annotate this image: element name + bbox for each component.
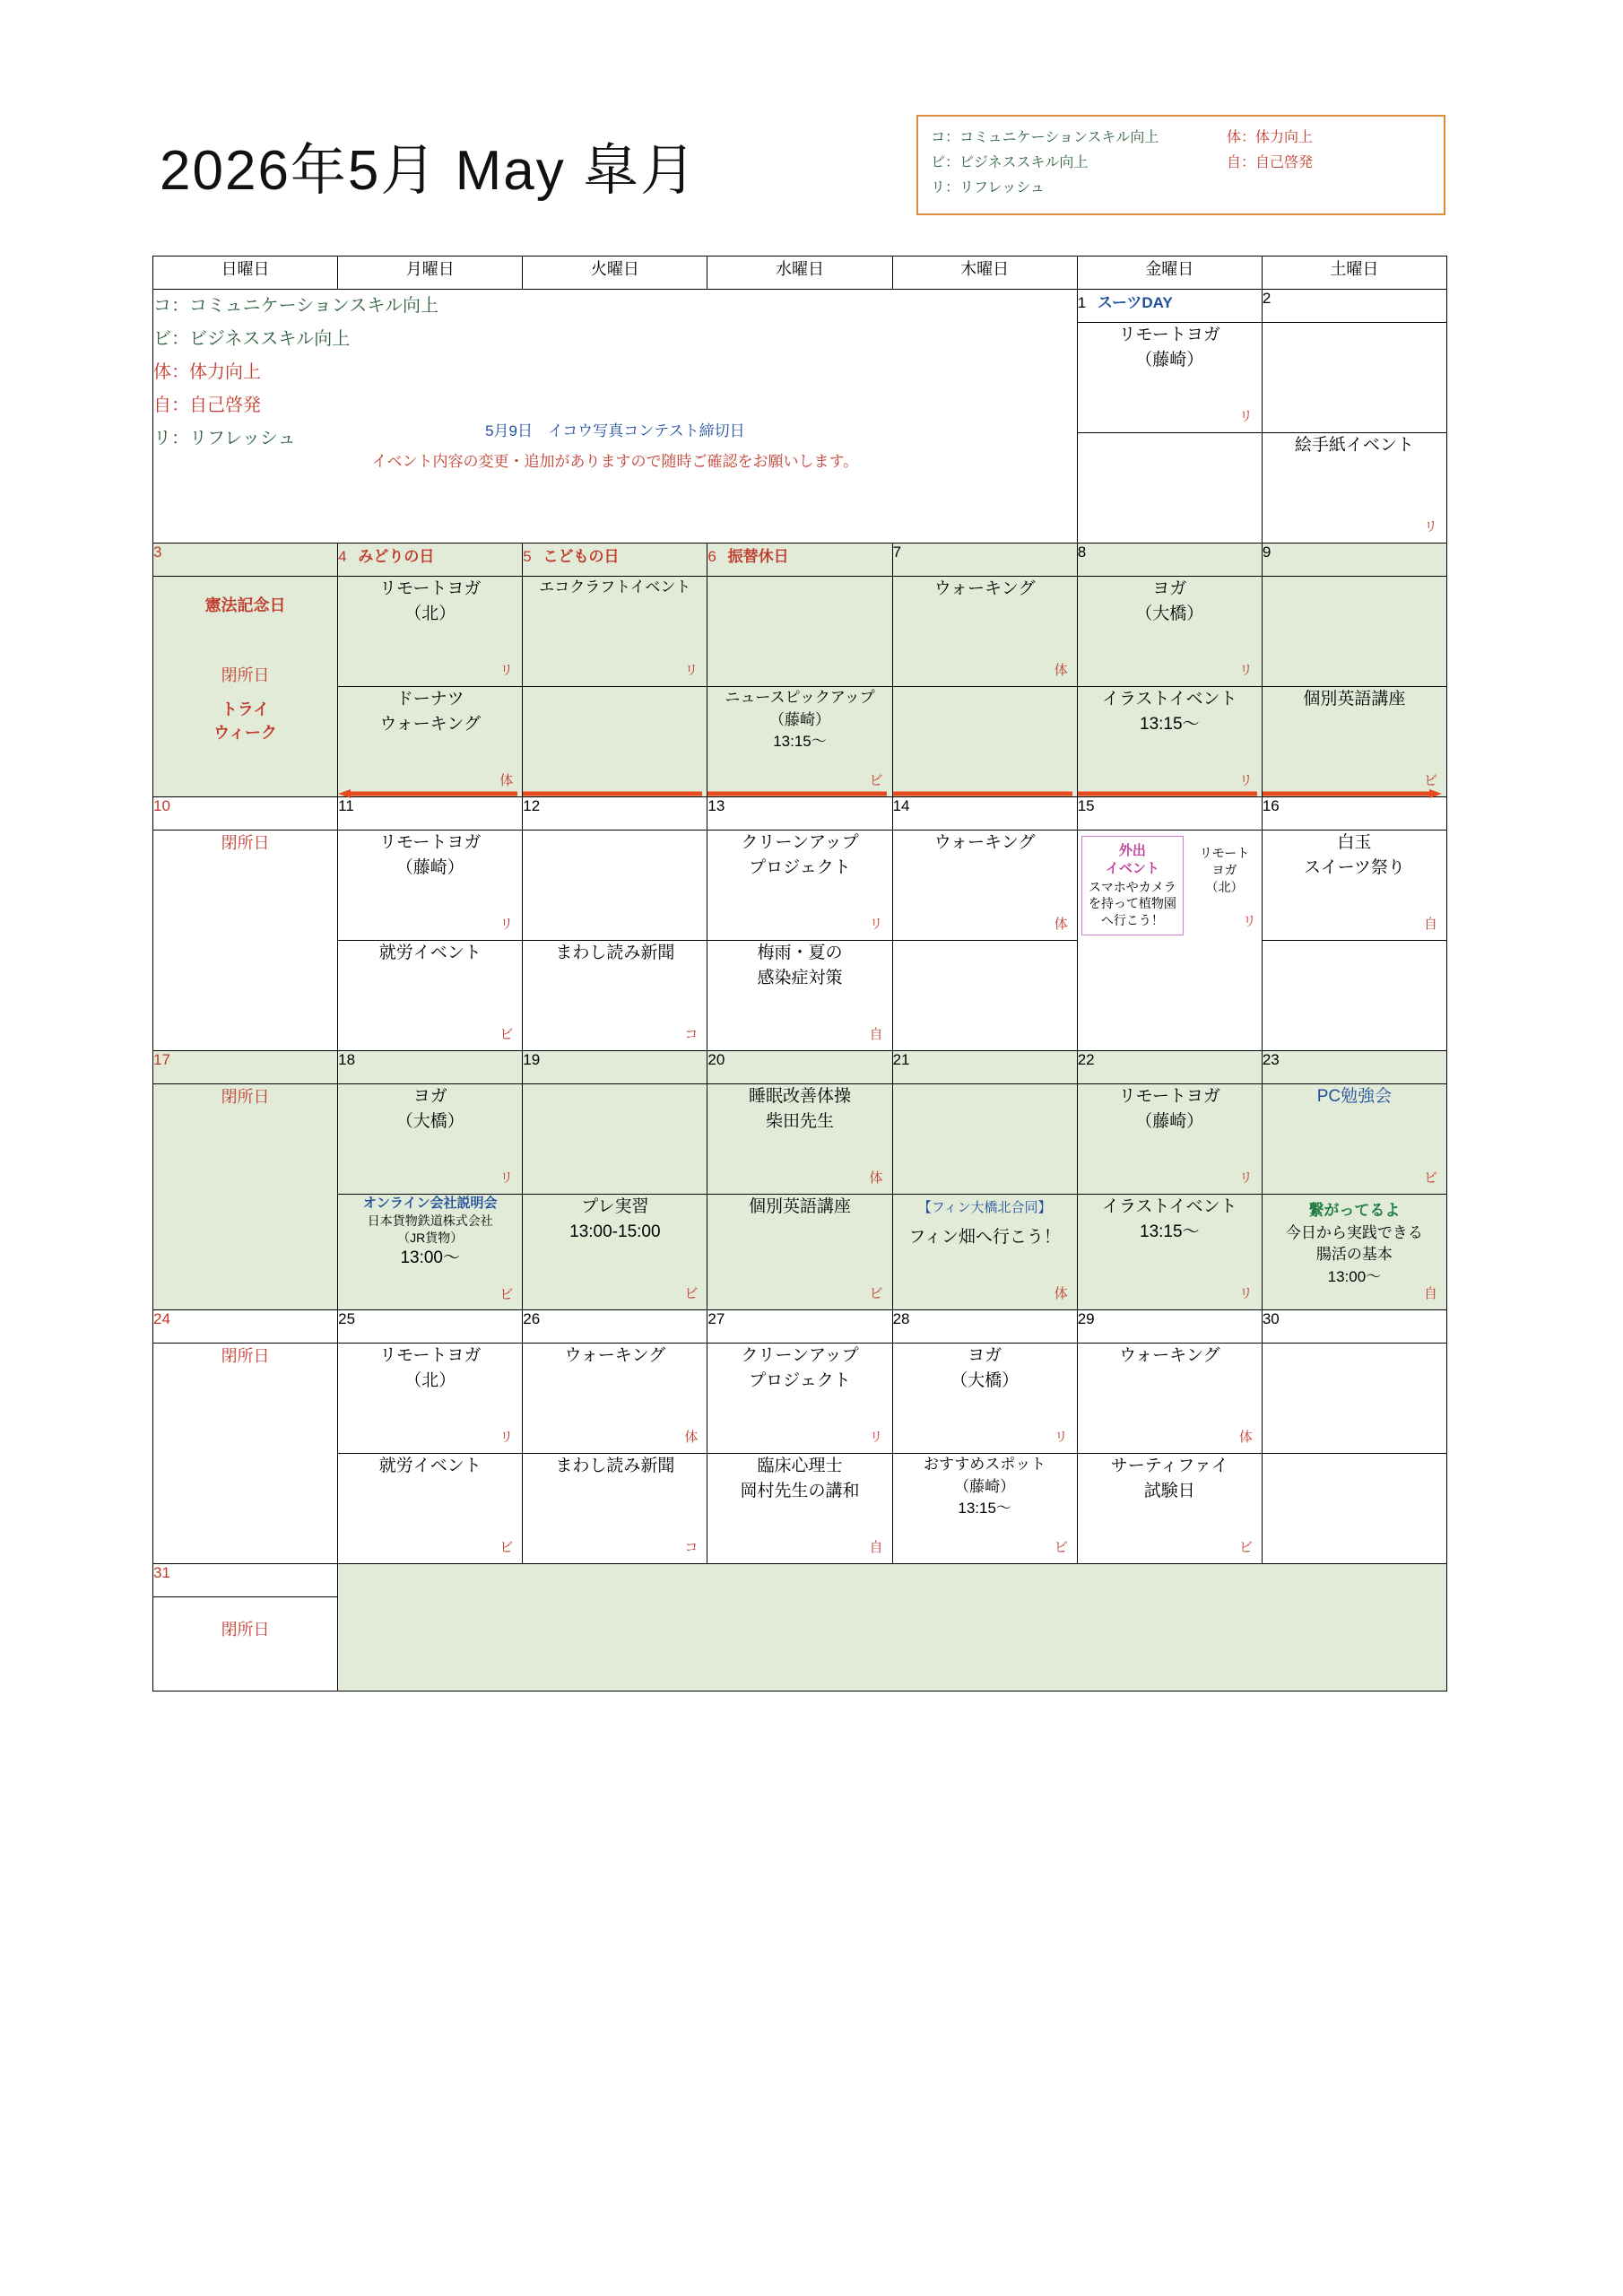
closed-label: 閉所日 bbox=[221, 834, 270, 852]
event-line: 日本貨物鉄道株式会社 bbox=[367, 1213, 493, 1229]
closed-label: 閉所日 bbox=[221, 1088, 270, 1106]
event-cell-empty bbox=[523, 1084, 707, 1195]
triweek-label-1: トライ bbox=[221, 700, 270, 718]
date-cell-29 bbox=[1077, 1310, 1262, 1344]
event-line: イラストイベント bbox=[1102, 690, 1237, 709]
event-cell bbox=[1077, 1195, 1262, 1310]
event-line: （藤崎） bbox=[954, 1477, 1016, 1495]
event-line: 13:00-15:00 bbox=[569, 1222, 661, 1241]
event-cell bbox=[892, 1454, 1077, 1564]
event-cell-empty bbox=[1262, 1344, 1446, 1454]
event-line: リモートヨガ bbox=[1118, 326, 1220, 344]
category-tag: リ bbox=[1238, 663, 1253, 679]
notice-line-4: 自：自己啓発 bbox=[153, 396, 261, 415]
category-tag: ビ bbox=[684, 1286, 699, 1302]
week2-event-row-1 bbox=[153, 577, 1447, 687]
event-cell-empty bbox=[707, 577, 892, 687]
weekday-mon: 月曜日 bbox=[338, 257, 523, 290]
date-number: 12 bbox=[523, 797, 541, 814]
event-line: リモート bbox=[1199, 846, 1250, 860]
category-tag: ビ bbox=[869, 773, 883, 789]
event-line: 13:15〜 bbox=[958, 1500, 1011, 1518]
date-number: 26 bbox=[523, 1310, 541, 1327]
date-cell-1 bbox=[1077, 290, 1262, 323]
event-cell bbox=[338, 1195, 523, 1310]
triweek-arrow-mid bbox=[707, 788, 887, 799]
weekday-thu: 木曜日 bbox=[892, 257, 1077, 290]
event-line: （JR貨物） bbox=[397, 1231, 464, 1246]
date-cell-15 bbox=[1077, 797, 1262, 831]
legend-row bbox=[931, 176, 1431, 201]
event-line: 試験日 bbox=[1143, 1481, 1195, 1500]
event-cell-empty bbox=[523, 687, 707, 797]
legend-tai: 体：体力向上 bbox=[1227, 130, 1314, 145]
calendar-table bbox=[152, 256, 1447, 1692]
triweek-label-2: ウィーク bbox=[213, 724, 278, 743]
triweek-arrow-right bbox=[1263, 788, 1442, 799]
event-line: 白玉 bbox=[1337, 833, 1372, 852]
event-cell bbox=[892, 831, 1077, 941]
weekday-wed: 水曜日 bbox=[707, 257, 892, 290]
event-cell bbox=[707, 1344, 892, 1454]
date-cell-19 bbox=[523, 1051, 707, 1084]
date-number: 13 bbox=[707, 797, 725, 814]
category-tag: リ bbox=[499, 1430, 514, 1446]
event-cell bbox=[1077, 1344, 1262, 1454]
event-line: ヨガ bbox=[1211, 862, 1237, 877]
event-line: リモートヨガ bbox=[379, 579, 482, 598]
week5-date-row bbox=[153, 1310, 1447, 1344]
notice-deadline: 5月9日 イコウ写真コンテスト締切日 bbox=[485, 422, 745, 439]
date-cell-6 bbox=[707, 544, 892, 577]
category-tag: リ bbox=[499, 1170, 514, 1187]
closed-label: 閉所日 bbox=[221, 666, 270, 684]
date-cell-13 bbox=[707, 797, 892, 831]
date-cell-30 bbox=[1262, 1310, 1446, 1344]
event-cell bbox=[892, 1195, 1077, 1310]
date-number: 25 bbox=[338, 1310, 356, 1327]
outing-body: スマホやカメラを持って植物園へ行こう！ bbox=[1088, 879, 1176, 928]
date-number: 31 bbox=[153, 1564, 170, 1581]
event-line: 13:15〜 bbox=[1140, 714, 1200, 734]
event-cell bbox=[1262, 1084, 1446, 1195]
event-line: 個別英語講座 bbox=[1303, 690, 1406, 709]
week2-event-row-2 bbox=[153, 687, 1447, 797]
legend-box bbox=[916, 115, 1445, 215]
event-line: エコクラフトイベント bbox=[539, 578, 691, 596]
event-cell bbox=[338, 1084, 523, 1195]
event-line: 絵手紙イベント bbox=[1294, 436, 1414, 455]
holiday-name: スーツDAY bbox=[1097, 294, 1173, 311]
category-tag: 体 bbox=[869, 1170, 883, 1187]
event-line: ニュースピックアップ bbox=[725, 689, 875, 706]
event-cell bbox=[1077, 1454, 1262, 1564]
date-cell-21 bbox=[892, 1051, 1077, 1084]
category-tag: ビ bbox=[499, 1286, 514, 1302]
event-line: ヨガ bbox=[412, 1087, 447, 1106]
date-cell-14 bbox=[892, 797, 1077, 831]
event-line: プロジェクト bbox=[749, 857, 851, 877]
event-line: 腸活の基本 bbox=[1315, 1246, 1393, 1264]
event-line: ヨガ bbox=[968, 1346, 1002, 1365]
date-number: 7 bbox=[892, 544, 902, 561]
event-line: ウォーキング bbox=[933, 833, 1036, 852]
date-cell-17 bbox=[153, 1051, 338, 1084]
holiday-name: みどりの日 bbox=[358, 548, 435, 565]
event-cell bbox=[1077, 577, 1262, 687]
category-tag: 体 bbox=[1054, 663, 1068, 679]
event-line: 13:00〜 bbox=[1327, 1267, 1382, 1285]
sunday-closed-cell bbox=[153, 831, 338, 1051]
category-tag: 自 bbox=[869, 1027, 883, 1043]
event-line: （藤崎） bbox=[1135, 1111, 1204, 1131]
event-line: （大橋） bbox=[395, 1111, 464, 1131]
notice-line-3: 体：体力向上 bbox=[153, 362, 261, 382]
weekday-header-row bbox=[153, 257, 1447, 290]
date-number: 24 bbox=[153, 1310, 170, 1327]
outing-title-1: 外出 bbox=[1118, 843, 1146, 858]
event-line: （北） bbox=[1205, 879, 1244, 894]
event-cell bbox=[1262, 433, 1446, 544]
category-tag: ビ bbox=[499, 1027, 514, 1043]
event-cell bbox=[338, 577, 523, 687]
event-line: （大橋） bbox=[1135, 604, 1204, 623]
triweek-arrow-mid bbox=[1078, 788, 1257, 799]
event-line: ウォーキング bbox=[933, 579, 1036, 598]
date-cell-18 bbox=[338, 1051, 523, 1084]
category-tag: コ bbox=[684, 1540, 699, 1556]
event-cell-empty bbox=[892, 687, 1077, 797]
category-tag: リ bbox=[499, 663, 514, 679]
event-cell bbox=[1262, 1195, 1446, 1310]
event-cell bbox=[707, 687, 892, 797]
event-line: PC勉強会 bbox=[1316, 1087, 1393, 1106]
event-cell bbox=[1262, 831, 1446, 941]
event-line: 就労イベント bbox=[378, 1457, 482, 1475]
legend-ko: コ：コミュニケーションスキル向上 bbox=[931, 130, 1159, 145]
date-number: 1 bbox=[1077, 294, 1087, 311]
date-number: 20 bbox=[707, 1051, 725, 1068]
week1-date-row bbox=[153, 290, 1447, 323]
category-tag: リ bbox=[1238, 1286, 1253, 1302]
date-number: 19 bbox=[523, 1051, 541, 1068]
date-number: 14 bbox=[892, 797, 910, 814]
category-tag: 体 bbox=[1054, 1286, 1068, 1302]
notice-caution: イベント内容の変更・追加がありますので随時ご確認をお願いします。 bbox=[371, 453, 859, 470]
category-tag: リ bbox=[1238, 773, 1253, 789]
date-cell-23 bbox=[1262, 1051, 1446, 1084]
event-cell bbox=[523, 1195, 707, 1310]
category-tag: 自 bbox=[1423, 1286, 1437, 1302]
event-cell bbox=[1077, 687, 1262, 797]
notice-line-2: ビ：ビジネススキル向上 bbox=[153, 329, 351, 349]
event-line: フィン畑へ行こう！ bbox=[908, 1227, 1061, 1247]
notice-line-1: コ：コミュニケーションスキル向上 bbox=[153, 296, 438, 316]
event-line: リモートヨガ bbox=[1118, 1087, 1220, 1106]
outing-event-box bbox=[1081, 836, 1184, 935]
category-tag: リ bbox=[869, 917, 883, 933]
friday-side-event bbox=[1187, 831, 1262, 941]
date-number: 21 bbox=[892, 1051, 910, 1068]
event-line: 睡眠改善体操 bbox=[748, 1087, 851, 1106]
date-number: 5 bbox=[523, 548, 532, 565]
event-line: まわし読み新聞 bbox=[555, 1457, 675, 1475]
date-cell-3 bbox=[153, 544, 338, 577]
event-cell bbox=[707, 1084, 892, 1195]
event-cell-empty bbox=[892, 941, 1077, 1051]
date-cell-20 bbox=[707, 1051, 892, 1084]
date-number: 28 bbox=[892, 1310, 910, 1327]
date-number: 30 bbox=[1262, 1310, 1280, 1327]
event-line: 13:15〜 bbox=[1140, 1222, 1200, 1241]
category-tag: ビ bbox=[1423, 1170, 1437, 1187]
category-tag: 自 bbox=[869, 1540, 883, 1556]
week5-event-row-2 bbox=[153, 1454, 1447, 1564]
event-cell bbox=[707, 1454, 892, 1564]
event-cell-empty bbox=[892, 1084, 1077, 1195]
event-line: （藤崎） bbox=[768, 710, 830, 728]
sunday-closed-cell bbox=[153, 1344, 338, 1564]
date-number: 22 bbox=[1077, 1051, 1095, 1068]
date-cell-16 bbox=[1262, 797, 1446, 831]
event-line: スイーツ祭り bbox=[1303, 857, 1405, 877]
event-cell bbox=[523, 577, 707, 687]
event-line: プレ実習 bbox=[581, 1197, 649, 1216]
date-cell-31 bbox=[153, 1564, 338, 1597]
holiday-label: 憲法記念日 bbox=[204, 596, 286, 614]
triweek-arrow-left bbox=[338, 788, 517, 799]
event-line: リモートヨガ bbox=[379, 1346, 482, 1365]
sunday-closed-cell bbox=[153, 577, 338, 797]
event-line: 個別英語講座 bbox=[748, 1197, 851, 1216]
closed-label: 閉所日 bbox=[221, 1347, 270, 1365]
holiday-name: 振替休日 bbox=[727, 548, 789, 565]
event-line: ドーナツ bbox=[395, 690, 464, 709]
event-line: 感染症対策 bbox=[757, 968, 843, 987]
category-tag: リ bbox=[1242, 914, 1256, 929]
event-line: （藤崎） bbox=[395, 857, 464, 877]
week5-event-row-1 bbox=[153, 1344, 1447, 1454]
event-line: 梅雨・夏の bbox=[757, 944, 843, 962]
event-cell bbox=[338, 941, 523, 1051]
triweek-arrow-mid bbox=[893, 788, 1072, 799]
date-cell-5 bbox=[523, 544, 707, 577]
event-line: （北） bbox=[404, 1370, 456, 1390]
event-cell bbox=[1077, 323, 1262, 433]
event-cell bbox=[338, 1344, 523, 1454]
legend-row bbox=[931, 126, 1431, 151]
category-tag: 自 bbox=[1423, 917, 1437, 933]
event-cell bbox=[1262, 687, 1446, 797]
event-line: 13:00〜 bbox=[400, 1248, 460, 1268]
date-cell-12 bbox=[523, 797, 707, 831]
event-line: （大橋） bbox=[950, 1370, 1020, 1390]
date-number: 2 bbox=[1262, 290, 1271, 307]
closed-label: 閉所日 bbox=[221, 1621, 270, 1639]
week4-date-row bbox=[153, 1051, 1447, 1084]
date-cell-26 bbox=[523, 1310, 707, 1344]
event-line: プロジェクト bbox=[749, 1370, 851, 1390]
event-cell bbox=[1077, 1084, 1262, 1195]
category-tag: リ bbox=[869, 1430, 883, 1446]
weekday-sat: 土曜日 bbox=[1262, 257, 1446, 290]
event-cell-empty bbox=[1077, 433, 1262, 544]
date-cell-7 bbox=[892, 544, 1077, 577]
event-line: サーティファイ bbox=[1110, 1457, 1228, 1475]
event-line: オンライン会社説明会 bbox=[362, 1196, 498, 1211]
event-line: 13:15〜 bbox=[773, 733, 827, 751]
event-cell bbox=[707, 831, 892, 941]
event-cell bbox=[338, 687, 523, 797]
weekday-tue: 火曜日 bbox=[523, 257, 707, 290]
event-cell bbox=[892, 577, 1077, 687]
event-line: ウォーキング bbox=[379, 714, 482, 734]
event-line: （藤崎） bbox=[1135, 350, 1204, 370]
event-cell bbox=[523, 941, 707, 1051]
category-tag: 体 bbox=[499, 773, 514, 789]
date-cell-25 bbox=[338, 1310, 523, 1344]
date-number: 27 bbox=[707, 1310, 725, 1327]
category-tag: リ bbox=[1238, 409, 1253, 425]
week4-event-row-2 bbox=[153, 1195, 1447, 1310]
date-cell-10 bbox=[153, 797, 338, 831]
category-tag: ビ bbox=[1423, 773, 1437, 789]
event-line: 臨床心理士 bbox=[757, 1457, 843, 1475]
date-cell-11 bbox=[338, 797, 523, 831]
date-number: 23 bbox=[1262, 1051, 1280, 1068]
event-line: まわし読み新聞 bbox=[555, 944, 675, 962]
holiday-name: こどもの日 bbox=[542, 548, 620, 565]
week3-date-row bbox=[153, 797, 1447, 831]
event-line: ウォーキング bbox=[564, 1346, 666, 1365]
event-cell bbox=[338, 831, 523, 941]
event-line: 岡村先生の講和 bbox=[740, 1481, 860, 1500]
notice-line-5: リ：リフレッシュ bbox=[153, 429, 296, 448]
date-number: 10 bbox=[153, 797, 170, 814]
date-cell-8 bbox=[1077, 544, 1262, 577]
event-cell bbox=[707, 1195, 892, 1310]
date-number: 3 bbox=[153, 544, 162, 561]
event-cell bbox=[523, 1454, 707, 1564]
date-cell-27 bbox=[707, 1310, 892, 1344]
event-line: クリーンアップ bbox=[741, 833, 859, 852]
date-cell-22 bbox=[1077, 1051, 1262, 1084]
week4-event-row-1 bbox=[153, 1084, 1447, 1195]
category-tag: コ bbox=[684, 1027, 699, 1043]
outing-title-2: イベント bbox=[1105, 861, 1159, 877]
event-line: リモートヨガ bbox=[379, 833, 482, 852]
date-number: 6 bbox=[707, 548, 716, 565]
event-line: 今日から実践できる bbox=[1285, 1223, 1423, 1241]
event-cell-empty bbox=[1262, 577, 1446, 687]
trailing-empty-cell bbox=[338, 1564, 1447, 1692]
category-tag: リ bbox=[1423, 519, 1437, 535]
date-number: 15 bbox=[1077, 797, 1095, 814]
date-number: 4 bbox=[338, 548, 347, 565]
event-line: 就労イベント bbox=[378, 944, 482, 962]
event-cell bbox=[892, 1344, 1077, 1454]
week2-date-row bbox=[153, 544, 1447, 577]
category-tag: 体 bbox=[1054, 917, 1068, 933]
date-number: 11 bbox=[338, 797, 354, 814]
category-tag: 体 bbox=[1238, 1430, 1253, 1446]
event-line: ヨガ bbox=[1152, 579, 1187, 598]
category-tag: リ bbox=[684, 663, 699, 679]
category-tag: ビ bbox=[1054, 1540, 1068, 1556]
sunday-closed-cell bbox=[153, 1084, 338, 1310]
category-tag: ビ bbox=[499, 1540, 514, 1556]
legend-row bbox=[931, 151, 1431, 176]
weekday-sun: 日曜日 bbox=[153, 257, 338, 290]
date-cell-9 bbox=[1262, 544, 1446, 577]
category-tag: ビ bbox=[869, 1286, 883, 1302]
event-note: 【フィン大橋北合同】 bbox=[917, 1200, 1052, 1215]
sunday-closed-cell bbox=[153, 1597, 338, 1692]
event-line: クリーンアップ bbox=[741, 1346, 859, 1365]
event-line: （北） bbox=[404, 604, 456, 623]
date-number: 17 bbox=[153, 1051, 170, 1068]
event-cell-empty bbox=[1262, 941, 1446, 1051]
week3-event-row-1 bbox=[153, 831, 1447, 941]
event-title: 繋がってるよ bbox=[1308, 1202, 1401, 1219]
date-cell-28 bbox=[892, 1310, 1077, 1344]
event-line: 柴田先生 bbox=[765, 1111, 834, 1131]
category-tag: ビ bbox=[1238, 1540, 1253, 1556]
legend-ri: リ：リフレッシュ bbox=[931, 180, 1045, 196]
week6-date-row bbox=[153, 1564, 1447, 1597]
event-line: ウォーキング bbox=[1118, 1346, 1220, 1365]
weekday-fri: 金曜日 bbox=[1077, 257, 1262, 290]
category-tag: 体 bbox=[684, 1430, 699, 1446]
date-number: 18 bbox=[338, 1051, 356, 1068]
triweek-arrow-mid bbox=[523, 788, 702, 799]
category-tag: リ bbox=[1238, 1170, 1253, 1187]
event-cell-empty bbox=[1262, 323, 1446, 433]
category-tag: リ bbox=[499, 917, 514, 933]
date-number: 29 bbox=[1077, 1310, 1095, 1327]
legend-bi: ビ：ビジネススキル向上 bbox=[931, 155, 1089, 170]
page-title: 2026年5月 May 皐月 bbox=[160, 140, 698, 202]
event-cell bbox=[523, 1344, 707, 1454]
event-line: イラストイベント bbox=[1102, 1197, 1237, 1216]
event-cell bbox=[707, 941, 892, 1051]
date-number: 8 bbox=[1077, 544, 1087, 561]
date-number: 16 bbox=[1262, 797, 1280, 814]
event-line: おすすめスポット bbox=[924, 1456, 1046, 1473]
event-cell-empty bbox=[523, 831, 707, 941]
legend-ji: 自：自己啓発 bbox=[1227, 155, 1314, 170]
notice-block bbox=[153, 290, 1078, 544]
date-cell-24 bbox=[153, 1310, 338, 1344]
date-cell-4 bbox=[338, 544, 523, 577]
event-cell bbox=[338, 1454, 523, 1564]
date-cell-2 bbox=[1262, 290, 1446, 323]
outing-event-cell bbox=[1077, 831, 1262, 1051]
date-number: 9 bbox=[1262, 544, 1271, 561]
event-cell-empty bbox=[1262, 1454, 1446, 1564]
category-tag: リ bbox=[1054, 1430, 1068, 1446]
